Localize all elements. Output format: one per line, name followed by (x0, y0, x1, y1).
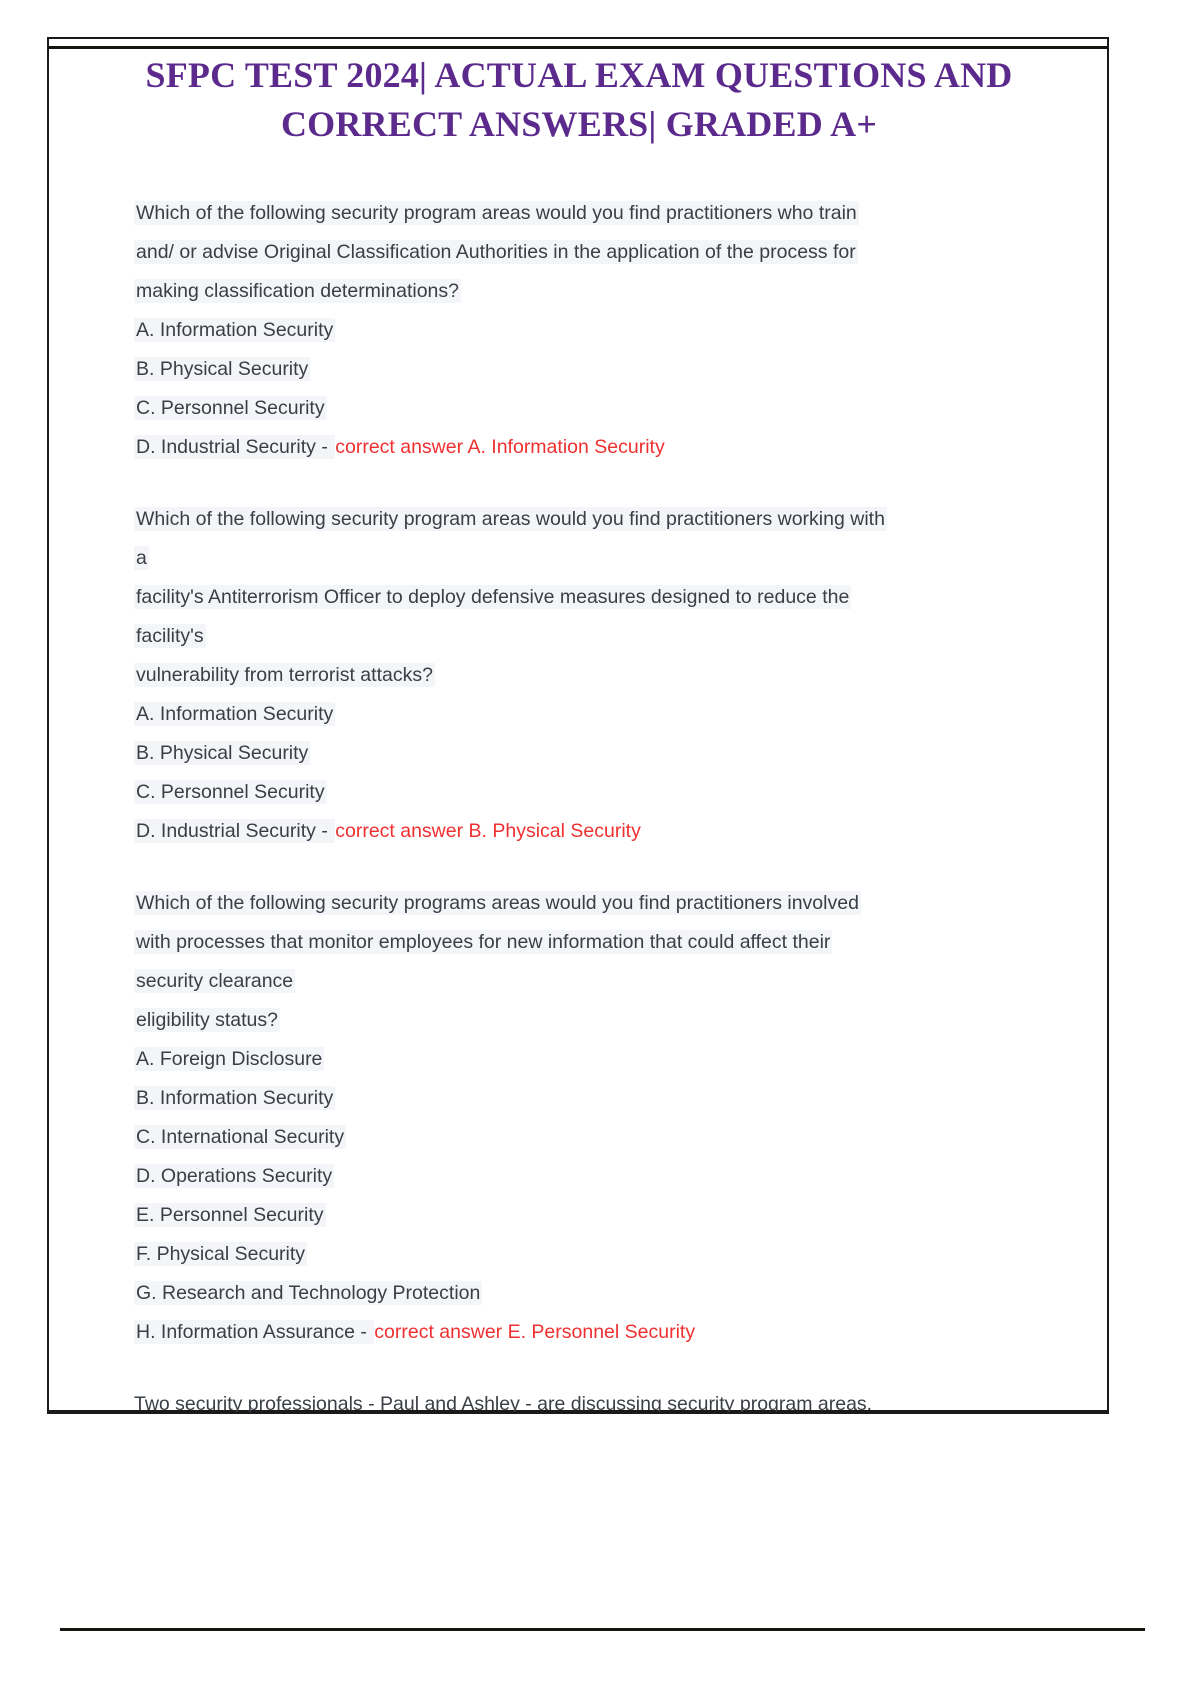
correct-answer-text: correct answer E. Personnel Security (374, 1321, 696, 1343)
question-option: A. Foreign Disclosure (136, 1048, 323, 1070)
document-page-frame (47, 37, 1109, 1415)
question-stem-line: Which of the following security program areas would you find practitioners working with (136, 508, 885, 530)
question-block (134, 194, 1044, 467)
document-title-line-2: CORRECT ANSWERS| GRADED A+ (280, 104, 878, 144)
question-option-with-answer (134, 428, 1044, 467)
question-option: A. Information Security (136, 319, 334, 341)
question-option: B. Information Security (136, 1087, 334, 1109)
question-stem-line: Which of the following security program areas would you find practitioners who train (136, 202, 857, 224)
question-option: F. Physical Security (136, 1243, 306, 1265)
question-stem-line: making classification determinations? (136, 280, 459, 302)
question-option-with-answer (134, 1313, 1044, 1352)
question-block (134, 500, 1044, 851)
question-option-label: H. Information Assurance - (136, 1321, 373, 1343)
question-stem-line: Which of the following security programs areas would you find practitioners involved (136, 892, 859, 914)
question-option: C. Personnel Security (136, 781, 325, 803)
document-body (134, 194, 1044, 1424)
question-stem-line: eligibility status? (136, 1009, 278, 1031)
question-option-label: D. Industrial Security - (136, 820, 334, 842)
correct-answer-text: correct answer B. Physical Security (335, 820, 641, 842)
question-stem-line: vulnerability from terrorist attacks? (136, 664, 433, 686)
question-option: B. Physical Security (136, 742, 309, 764)
question-stem-line: and/ or advise Original Classification Authorities in the application of the process for (136, 241, 856, 263)
trailing-paragraph: Two security professionals - Paul and Ashley - are discussing security program areas. (134, 1393, 873, 1415)
question-stem-line: with processes that monitor employees for new information that could affect their (136, 931, 831, 953)
question-option: D. Operations Security (136, 1165, 333, 1187)
question-option-with-answer (134, 812, 1044, 851)
question-option: C. International Security (136, 1126, 345, 1148)
page-bottom-divider (47, 1412, 1109, 1414)
header-divider (48, 46, 1108, 49)
page-footer-divider (60, 1628, 1145, 1631)
question-option: A. Information Security (136, 703, 334, 725)
question-stem-line: security clearance (136, 970, 294, 992)
question-option-label: D. Industrial Security - (136, 436, 334, 458)
question-stem-line: facility's Antiterrorism Officer to deploy defensive measures designed to reduce the (136, 586, 850, 608)
question-stem-line: facility's (136, 625, 204, 647)
question-option: E. Personnel Security (136, 1204, 324, 1226)
question-option: G. Research and Technology Protection (136, 1282, 481, 1304)
question-stem-line: a (136, 547, 147, 569)
correct-answer-text: correct answer A. Information Security (335, 436, 665, 458)
question-option: B. Physical Security (136, 358, 309, 380)
question-option: C. Personnel Security (136, 397, 325, 419)
document-title (119, 51, 1039, 149)
question-block (134, 884, 1044, 1352)
document-title-line-1: SFPC TEST 2024| ACTUAL EXAM QUESTIONS AND (145, 55, 1013, 95)
